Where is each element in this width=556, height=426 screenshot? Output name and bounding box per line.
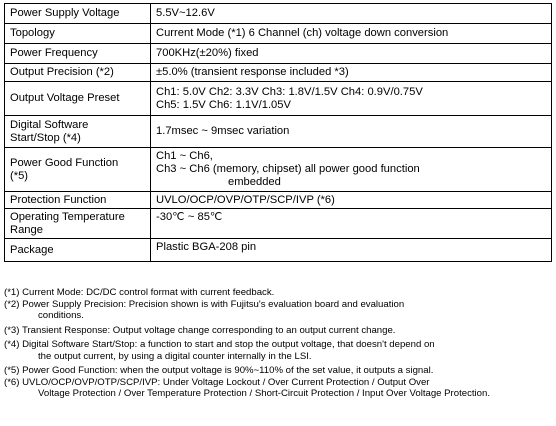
spec-value: [151, 82, 552, 116]
spec-value: [151, 209, 552, 239]
spec-value-text: Ch1: 5.0V Ch2: 3.3V Ch3: 1.8V/1.5V Ch4: 0.9V/0.75V: [156, 85, 423, 98]
spec-label: [5, 209, 151, 239]
footnote-continuation: conditions.: [38, 310, 84, 321]
spec-label: [5, 82, 151, 116]
spec-row-output-voltage-preset: [5, 82, 552, 116]
spec-value: [151, 116, 552, 148]
spec-row-package: [5, 239, 552, 262]
spec-value-text: Current Mode (*1) 6 Channel (ch) voltage down conversion: [156, 27, 449, 39]
spec-value-text: Ch5: 1.5V Ch6: 1.1V/1.05V: [156, 98, 291, 111]
footnote: [4, 365, 554, 377]
spec-label-text: Topology: [10, 27, 55, 39]
spec-value: [151, 192, 552, 209]
footnote-text: (*4) Digital Software Start/Stop: a function to start and stop the output voltage, that doesn't depend on: [4, 339, 435, 350]
spec-label-text: Start/Stop (*4): [10, 131, 81, 144]
spec-value: [151, 239, 552, 262]
spec-value: [151, 64, 552, 82]
footnote-text: (*5) Power Good Function: when the output voltage is 90%~110% of the set value, it outputs a signal.: [4, 365, 434, 376]
spec-value-text: ±5.0% (transient response included *3): [156, 66, 349, 78]
spec-row-operating-temperature: [5, 209, 552, 239]
spec-label-text: Power Frequency: [10, 47, 98, 59]
spec-label-text: Output Precision (*2): [10, 66, 114, 78]
spec-label-text: Digital Software: [10, 118, 89, 131]
spec-label: [5, 44, 151, 64]
spec-value: [151, 148, 552, 192]
spec-value-text: 5.5V~12.6V: [156, 7, 215, 19]
spec-label-text: (*5): [10, 169, 29, 182]
footnote-text: (*3) Transient Response: Output voltage change corresponding to an output current change.: [4, 324, 396, 336]
spec-label-text: Power Supply Voltage: [10, 7, 120, 19]
spec-row-output-precision: [5, 64, 552, 82]
spec-value-text: 1.7msec ~ 9msec variation: [156, 125, 290, 137]
spec-row-topology: [5, 24, 552, 44]
spec-value-text: Ch3 ~ Ch6 (memory, chipset) all power good function: [156, 163, 420, 175]
spec-table: [4, 3, 552, 262]
footnote-continuation: Voltage Protection / Over Temperature Protection / Short-Circuit Protection / Input Over Voltage Protection.: [38, 388, 491, 399]
spec-value-text: -30℃ ~ 85℃: [156, 211, 223, 223]
spec-label: [5, 116, 151, 148]
spec-label: [5, 64, 151, 82]
spec-row-power-good-function: [5, 148, 552, 192]
spec-label-text: Output Voltage Preset: [10, 92, 120, 104]
spec-value-text: UVLO/OCP/OVP/OTP/SCP/IVP (*6): [156, 193, 335, 206]
spec-label-text: Operating Temperature: [10, 210, 125, 223]
spec-label: [5, 24, 151, 44]
spec-row-power-frequency: [5, 44, 552, 64]
spec-row-protection-function: [5, 192, 552, 209]
footnote-text: (*6) UVLO/OCP/OVP/OTP/SCP/IVP: Under Voltage Lockout / Over Current Protection / Output Over: [4, 376, 430, 388]
footnote: [4, 299, 554, 322]
spec-value: [151, 44, 552, 64]
spec-value-text: Plastic BGA-208 pin: [156, 241, 257, 253]
footnote-continuation: the output current, by using a digital counter internally in the LSI.: [38, 350, 312, 362]
spec-value-text: embedded: [228, 176, 281, 188]
spec-row-digital-software-start-stop: [5, 116, 552, 148]
footnote-text: (*2) Power Supply Precision: Precision shown is with Fujitsu's evaluation board and evaluation: [4, 298, 405, 310]
spec-value: [151, 24, 552, 44]
footnotes: [4, 287, 554, 400]
footnote-text: (*1) Current Mode: DC/DC control format with current feedback.: [4, 287, 275, 298]
spec-value-text: 700KHz(±20%) fixed: [156, 47, 259, 59]
spec-value: [151, 4, 552, 24]
spec-label: [5, 239, 151, 262]
footnote: [4, 377, 554, 400]
footnote: [4, 339, 554, 362]
spec-row-power-supply-voltage: [5, 4, 552, 24]
spec-label: [5, 148, 151, 192]
footnote: [4, 325, 554, 337]
spec-label: [5, 4, 151, 24]
spec-label-text: Package: [10, 243, 54, 256]
spec-label-text: Range: [10, 223, 43, 236]
footnote: [4, 287, 554, 299]
spec-value-text: Ch1 ~ Ch6,: [156, 150, 213, 162]
spec-label-text: Protection Function: [10, 193, 107, 206]
spec-label: [5, 192, 151, 209]
spec-label-text: Power Good Function: [10, 156, 119, 169]
